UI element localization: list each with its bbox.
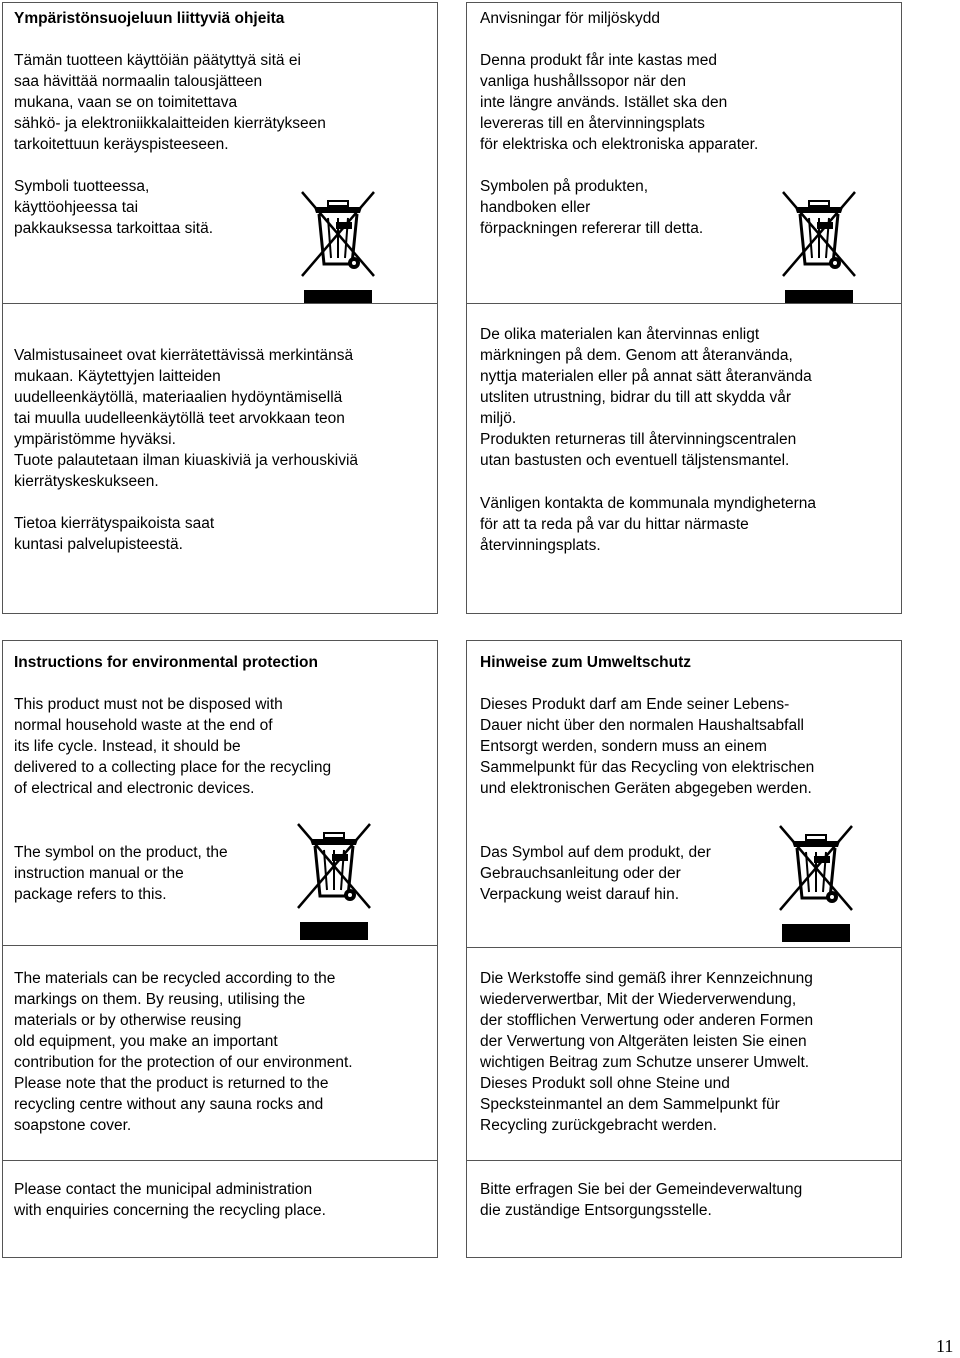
section-title-sv: Anvisningar för miljöskydd [480, 10, 661, 27]
paragraph-de-1: Dieses Produkt darf am Ende seiner Lebens- Dauer nicht über den normalen Haushaltsabfall Entsorgt werden, sondern muss an einem Sammelpunkt für das Recycling von elektrischen und elektronischen Geräten abgegeben werden. [480, 696, 815, 797]
paragraph-en-4: Please contact the municipal administration with enquiries concerning the recycling place. [14, 1181, 326, 1219]
divider [2, 1160, 438, 1161]
paragraph-fi-2: Symboli tuotteessa, käyttöohjeessa tai pakkauksessa tarkoittaa sitä. [14, 178, 214, 237]
divider [466, 947, 902, 948]
paragraph-sv-2: Symbolen på produkten, handboken eller förpackningen refererar till detta. [480, 178, 704, 237]
paragraph-sv-3: De olika materialen kan återvinnas enligt märkningen på dem. Genom att återanvända, nyttja materialen eller på annat sätt återanvända utsliten utrustning, bidrar du till att skydda vår miljö. Produkten returneras till återvinningscentralen utan bastusten och eventuell täljstensmantel. [480, 326, 812, 469]
paragraph-de-3: Die Werkstoffe sind gemäß ihrer Kennzeichnung wiederverwertbar, Mit der Wiederverwendung, der stofflichen Verwertung oder anderen Formen der Verwertung von Altgeräten leisten Sie einen wichtigen Beitrag zum Schutze unserer Umwelt. Dieses Produkt soll ohne Steine und Specksteinmantel an dem Sammelpunkt für Recycling zurückgebracht werden. [480, 970, 814, 1134]
paragraph-sv-1: Denna produkt får inte kastas med vanliga hushållssopor när den inte längre används. Istället ska den levereras till en återvinningsplats för elektriska och elektroniska apparater. [480, 52, 759, 153]
paragraph-de-2: Das Symbol auf dem produkt, der Gebrauchsanleitung oder der Verpackung weist darauf hin. [480, 844, 711, 903]
paragraph-en-1: This product must not be disposed with normal household waste at the end of its life cycle. Instead, it should be delivered to a collecting place for the recycling of electrical and electronic devices. [14, 696, 332, 797]
weee-crossed-bin-icon [779, 188, 859, 310]
divider [466, 1160, 902, 1161]
divider [2, 945, 438, 946]
section-title-de: Hinweise zum Umweltschutz [480, 654, 692, 671]
weee-crossed-bin-icon [294, 820, 374, 942]
section-title-fi: Ympäristönsuojeluun liittyviä ohjeita [14, 10, 285, 27]
paragraph-fi-3: Valmistusaineet ovat kierrätettävissä merkintänsä mukaan. Käytettyjen laitteiden uudelleenkäytöllä, materiaalien hydöyntämisellä tai muulla uudelleenkäytöllä teet arvokkaan teon ympäristömme hyväksi. Tuote palautetaan ilman kiuaskiviä ja verhouskiviä kierrätyskeskukseen. [14, 347, 359, 490]
paragraph-en-3: The materials can be recycled according to the markings on them. By reusing, utilising the materials or by otherwise reusing old equipment, you make an important contribution for the protection of our environment. Please note that the product is returned to the recycling centre without any sauna rocks and soapstone cover. [14, 970, 353, 1134]
paragraph-fi-1: Tämän tuotteen käyttöiän päätyttyä sitä ei saa hävittää normaalin talousjätteen mukana, vaan se on toimitettava sähkö- ja elektroniikkalaitteiden kierrätykseen tarkoitettuun keräyspisteeseen. [14, 52, 326, 153]
page-number: 11 [936, 1336, 954, 1356]
paragraph-en-2: The symbol on the product, the instruction manual or the package refers to this. [14, 844, 228, 903]
weee-crossed-bin-icon [776, 822, 856, 944]
paragraph-fi-4: Tietoa kierrätyspaikoista saat kuntasi palvelupisteestä. [14, 515, 215, 553]
paragraph-sv-4: Vänligen kontakta de kommunala myndigheterna för att ta reda på var du hittar närmaste återvinningsplats. [480, 495, 817, 554]
paragraph-de-4: Bitte erfragen Sie bei der Gemeindeverwaltung die zuständige Entsorgungsstelle. [480, 1181, 803, 1219]
section-title-en: Instructions for environmental protection [14, 654, 318, 671]
weee-crossed-bin-icon [298, 188, 378, 310]
